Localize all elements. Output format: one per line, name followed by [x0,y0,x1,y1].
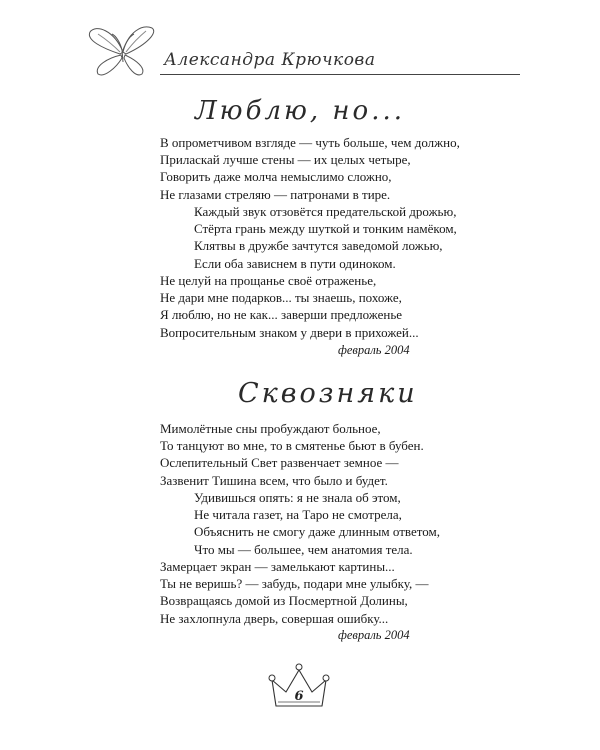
poem-line: Говорить даже молча немыслимо сложно, [160,169,392,185]
page-number: 6 [294,689,304,704]
poem-line: Ослепительный Свет развенчает земное — [160,455,399,471]
poem-line: Не глазами стреляю — патронами в тире. [160,186,391,202]
poem-line: Не дари мне подарков... ты знаешь, похоже, [160,290,402,306]
poem-line: Удивишься опять: я не знала об этом, [194,490,401,505]
poem-line: Возвращаясь домой из Посмертной Долины, [160,593,408,609]
poem-title: Сквозняки [238,378,418,409]
page-header [86,22,520,78]
stanza-indented [194,203,457,272]
poem-line: Приласкай лучше стены — их целых четыре, [160,152,411,168]
poem-line: Не захлопнула дверь, совершая ошибку... [160,610,389,626]
poem-line: Что мы — большее, чем анатомия тела. [194,541,413,557]
poem-line: Клятвы в дружбе зачтутся заведомой ложью, [194,238,443,254]
stanza [160,272,419,341]
poem-line: Ты не веришь? — забудь, подари мне улыбку, — [160,576,429,592]
author-name: Александра Крючкова [164,50,376,70]
poem-date: февраль 2004 [338,628,410,642]
poem-line: Мимолётные сны пробуждают больное, [160,421,381,436]
poem-date: февраль 2004 [338,343,410,357]
poem-line: Объяснить не смогу даже длинным ответом, [194,524,440,540]
poem-line: Зазвенит Тишина всем, что было и будет. [160,472,388,488]
butterfly-icon [86,22,160,80]
stanza [160,420,424,489]
poem-line: То танцуют во мне, то в смятенье бьют в бубен. [160,438,424,454]
poem-line: Вопросительным знаком у двери в прихожей... [160,324,419,340]
poem-line: Если оба зависнем в пути одиноком. [194,255,396,271]
poem-line: Замерцает экран — замелькают картины... [160,559,395,574]
poem-line: Я люблю, но не как... заверши предложенье [160,307,403,323]
poem-line: Не читала газет, на Таро не смотрела, [194,507,402,523]
poem-line: Стёрта грань между шуткой и тонким намёком, [194,221,457,237]
stanza [160,558,428,627]
header-rule [160,74,520,75]
crown-icon [266,660,332,712]
poem-line: В опрометчивом взгляде — чуть больше, чем должно, [160,135,460,150]
stanza-indented [194,489,440,558]
stanza [160,134,460,203]
poem-line: Каждый звук отзовётся предательской дрожью, [194,204,457,219]
poem-line: Не целуй на прощанье своё отраженье, [160,273,377,288]
poem-title: Люблю, но... [194,96,405,126]
